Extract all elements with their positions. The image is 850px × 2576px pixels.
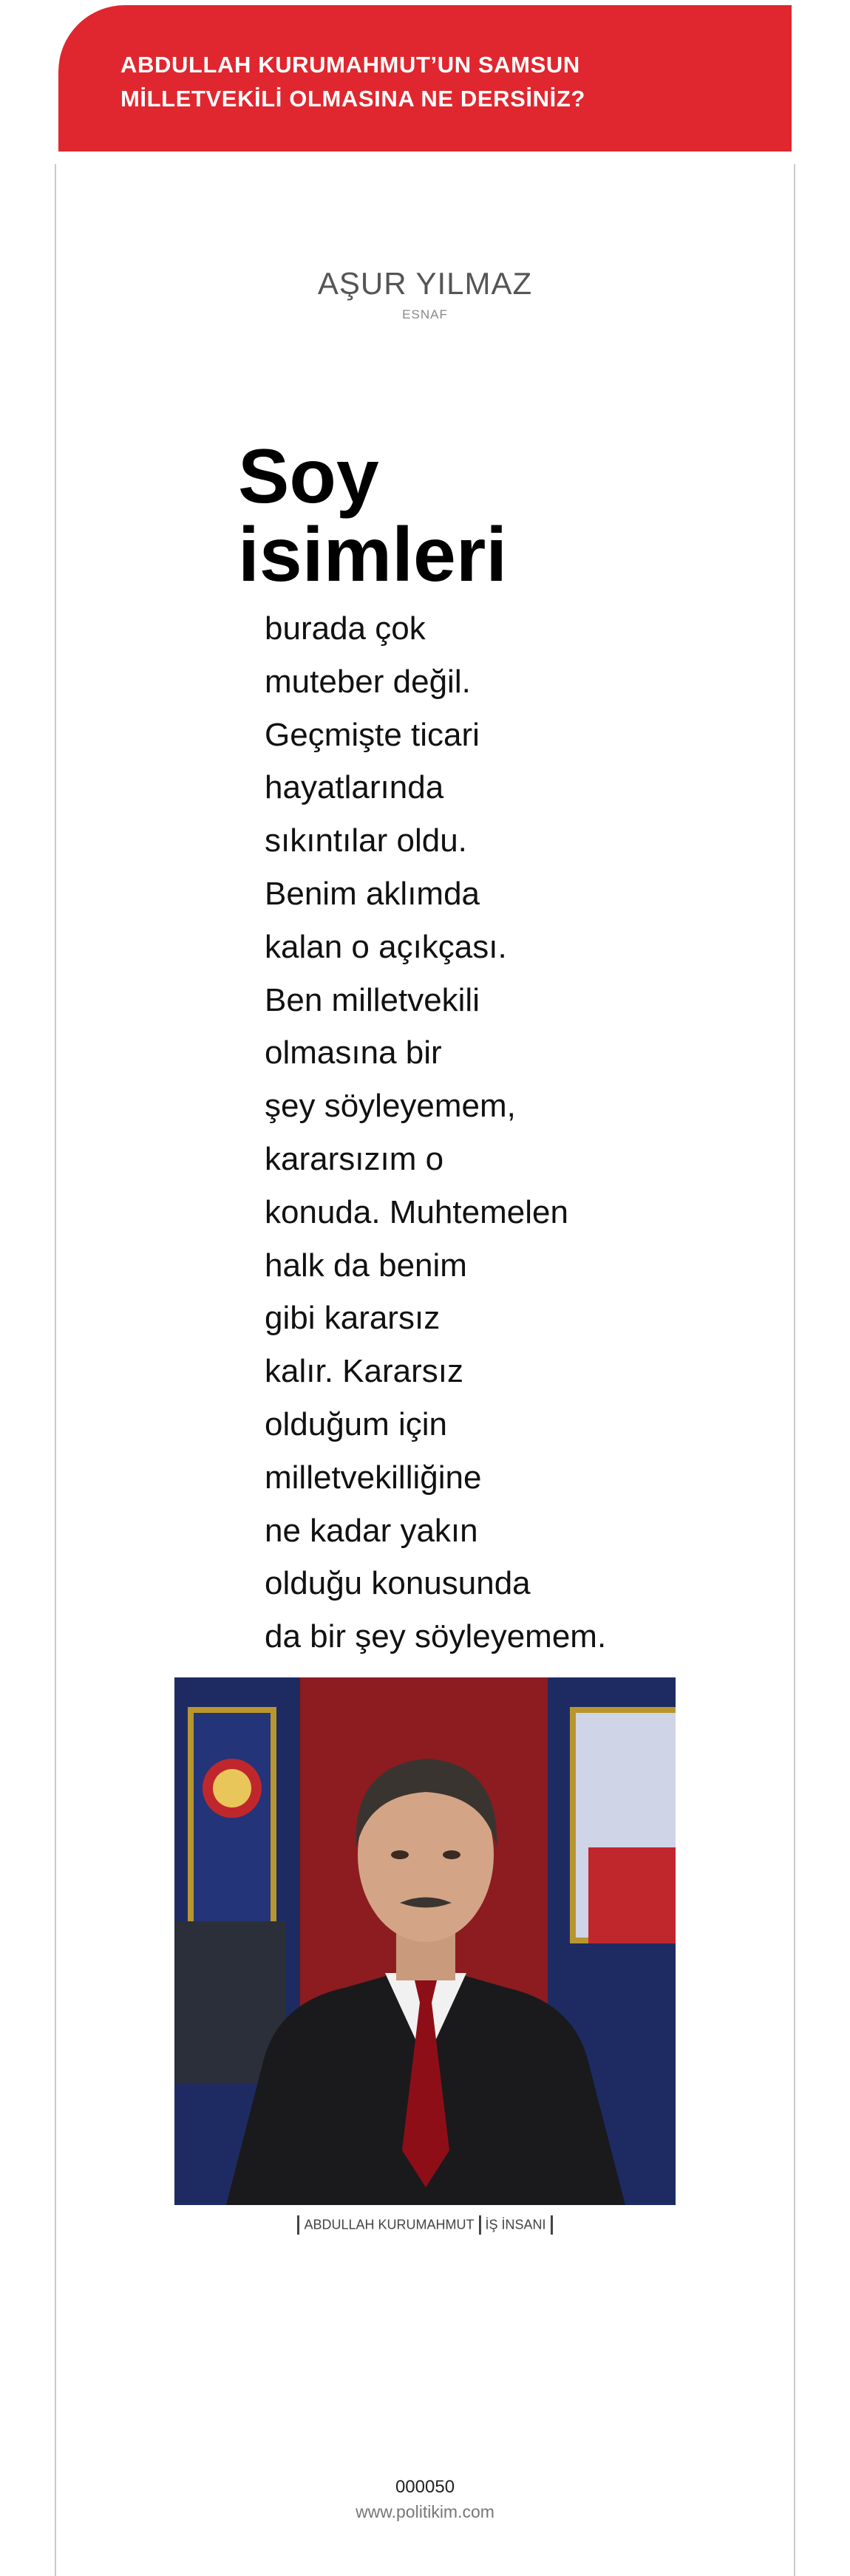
quote-line: sıkıntılar oldu. <box>265 822 467 859</box>
banner-title-line-2: MİLLETVEKİLİ OLMASINA NE DERSİNİZ? <box>120 86 585 112</box>
quote-line: konuda. Muhtemelen <box>265 1193 568 1230</box>
page-frame-left-rule <box>55 164 56 2576</box>
quote-line: muteber değil. <box>265 663 471 700</box>
caption-divider <box>479 2215 481 2235</box>
quote-line: kalır. Kararsız <box>265 1353 463 1390</box>
quote-line: kararsızım o <box>265 1140 444 1177</box>
quote-line: olmasına bir <box>265 1035 442 1071</box>
caption-person-name: ABDULLAH KURUMAHMUT <box>304 2217 475 2232</box>
caption-person-role: İŞ İNSANI <box>485 2217 546 2232</box>
photo-caption <box>0 2215 850 2235</box>
quote-body <box>265 602 679 1663</box>
portrait-photo <box>174 1677 676 2205</box>
caption-divider <box>551 2215 553 2235</box>
quote-line: olduğum için <box>265 1405 448 1442</box>
quote-line: da bir şey söyleyemem. <box>265 1618 607 1655</box>
caption-divider <box>297 2215 299 2235</box>
respondent-name: AŞUR YILMAZ <box>317 266 533 301</box>
quote-line: olduğu konusunda <box>265 1565 531 1602</box>
quote-headline <box>238 434 608 598</box>
banner-title-line-1: ABDULLAH KURUMAHMUT’UN SAMSUN <box>120 52 580 78</box>
quote-line: milletvekilliğine <box>265 1459 482 1496</box>
quote-line: Ben milletvekili <box>265 981 480 1018</box>
quote-headline-line: Soy <box>238 434 379 519</box>
quote-line: Geçmişte ticari <box>265 716 480 753</box>
quote-line: şey söyleyemem, <box>265 1088 516 1125</box>
quote-line: Benim aklımda <box>265 875 480 912</box>
quote-line: gibi kararsız <box>265 1300 441 1337</box>
respondent-occupation: ESNAF <box>402 307 448 321</box>
page-frame-right-rule <box>794 164 795 2576</box>
headline-banner <box>58 5 792 151</box>
quote-headline-line: isimleri <box>238 512 508 598</box>
page-number: 000050 <box>395 2477 455 2497</box>
quote-line: halk da benim <box>265 1247 467 1284</box>
quote-line: hayatlarında <box>265 769 444 806</box>
quote-line: burada çok <box>265 610 426 647</box>
quote-line: kalan o açıkçası. <box>265 928 507 965</box>
quote-line: ne kadar yakın <box>265 1512 478 1549</box>
website-link[interactable]: www.politikim.com <box>356 2502 494 2521</box>
